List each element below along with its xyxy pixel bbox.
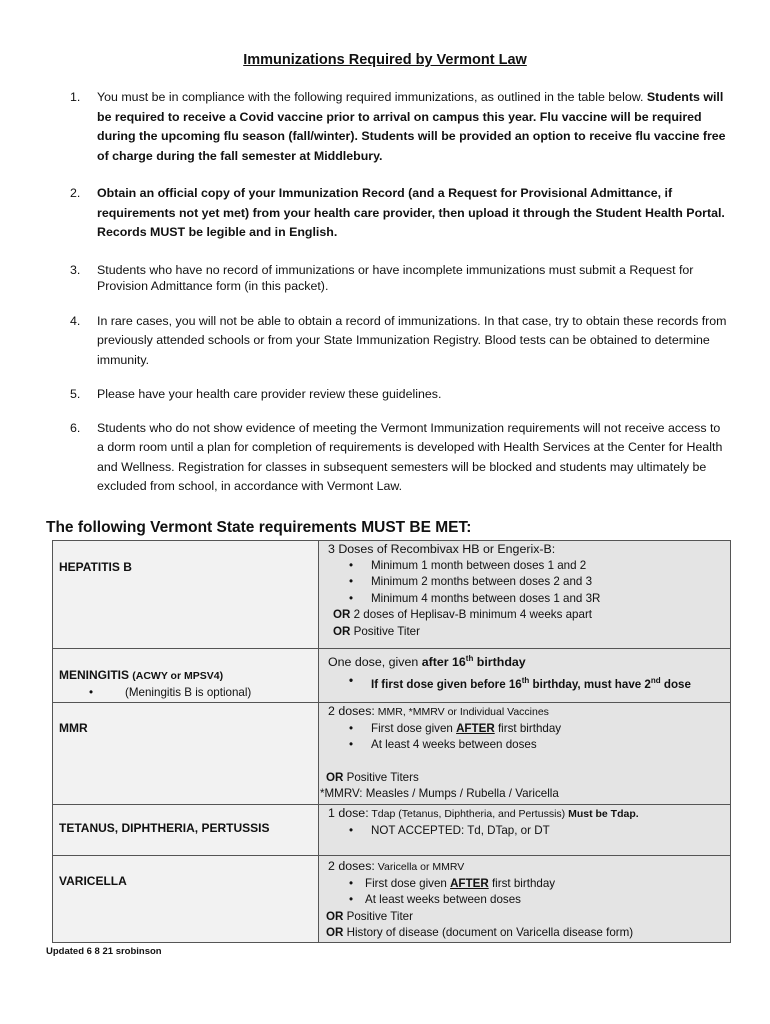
item-number: 3. [70,262,81,277]
bullet-part: dose [660,677,691,691]
row-value-cell [319,649,731,703]
row-label: HEPATITIS B [59,560,132,574]
dose-text: 3 Doses of Recombivax HB or Engerix-B: [328,542,556,556]
table-row [53,703,731,805]
superscript: th [465,654,474,663]
item-text: Students who do not show evidence of meeting the Vermont Immunization requirements will not receive access to a dorm room until a plan for completion of requirements is developed with Health Services at the Center for Health and Wellness. Registration for classes in subsequent semesters will be blocked and students may ultimately be excluded from school, in accordance with Vermont Law. [97,420,723,493]
or-keyword: OR [326,926,344,939]
bullet-item: • Minimum 4 months between doses 1 and 3R [319,591,730,608]
list-item [70,184,730,243]
item-text: In rare cases, you will not be able to obtain a record of immunizations. In that case, try to obtain these records from previously attended schools or from your State Immunization Registry. Blood tests can be obtained to determine immunity. [97,313,727,367]
row-value-cell [319,856,731,943]
item-text: Please have your health care provider review these guidelines. [97,387,442,401]
row-label-cell [53,541,319,649]
footer-note: Updated 6 8 21 srobinson [46,946,162,957]
row-label-cell [53,649,319,703]
row-value-cell [319,805,731,856]
bullet-part: If first dose given before 16 [371,677,522,691]
or-text: Positive Titer [343,909,413,923]
row-label: MMR [59,721,88,735]
dose-text [319,703,730,721]
dose-note: MMR, *MMRV or Individual Vaccines [374,706,549,718]
row-value-cell [319,541,731,649]
bullet-item [59,685,318,702]
spacer [319,754,730,770]
instruction-list [70,88,730,497]
superscript: th [521,675,530,685]
bullet-item: • NOT ACCEPTED: Td, DTap, or DT [319,823,730,840]
or-text: Positive Titer [350,624,420,638]
item-text: Students who have no record of immunizations or have incomplete immunizations must submit a Request for Provision Admittance form (in this packet). [97,262,694,293]
list-item [70,385,730,405]
bullet-part: First dose given [371,721,457,735]
dose-part: One dose, given [328,655,422,670]
bullet-part: birthday, must have 2 [529,677,651,691]
or-line [319,624,730,641]
bullet-part: first birthday [488,876,556,890]
dose-note: Tdap (Tetanus, Diphtheria, and Pertussis) [368,808,569,820]
dose-part-bold: after 16 [421,655,466,670]
dose-text [319,651,730,671]
item-number: 5. [70,387,81,401]
requirements-table [52,540,731,943]
or-keyword: OR [333,608,351,621]
row-label: VARICELLA [59,874,127,888]
or-keyword: OR [326,770,344,784]
row-label-line [59,667,318,685]
row-label-cell [53,856,319,943]
bullet-part: First dose given [365,876,451,890]
list-item [70,262,730,294]
dose-part-bold: birthday [473,655,526,670]
item-number: 4. [70,313,81,328]
item-bold-text: Obtain an official copy of your Immunization Record (and a Request for Provisional Admittance, if requirements not yet met) from your health care provider, then upload it through the Student Health Portal. Records MUST be legible and in English. [97,186,725,239]
or-line [319,925,730,942]
row-label-cell [53,703,319,805]
bullet-item [319,673,730,693]
bullet-emphasis: AFTER [456,721,495,735]
table-row [53,856,731,943]
bullet-part: first birthday [494,721,562,735]
list-item [70,88,730,166]
or-keyword: OR [333,624,351,638]
dose-count: 1 dose: [328,806,369,820]
or-line [319,607,730,624]
sub-note: (Meningitis B is optional) [125,685,252,699]
row-value-cell [319,703,731,805]
bullet-item: • Minimum 1 month between doses 1 and 2 [319,558,730,575]
row-label-cell [53,805,319,856]
list-item [70,419,730,497]
bullet-item [319,876,730,893]
dose-note: Varicella or MMRV [374,861,465,873]
or-keyword: OR [326,909,344,923]
bullet-item: • At least weeks between doses [319,892,730,909]
footnote: *MMRV: Measles / Mumps / Rubella / Varicella [320,787,559,800]
requirements-heading: The following Vermont State requirements MUST BE MET: [46,519,472,536]
dose-count: 2 doses: [328,704,375,718]
bullet-item [319,721,730,738]
row-label-small: (ACWY or MPSV4) [132,670,224,682]
item-number: 6. [70,420,81,435]
item-bold-text: Students will be required to receive a Covid vaccine prior to arrival on campus this year. Flu vaccine will be required during the upcoming flu season (fall/winter). Students will be provided an option to receive flu vaccine free of charge during the fall semester at Middlebury. [97,90,726,163]
table-row [53,541,731,649]
row-label: MENINGITIS [59,668,130,682]
bullet-item: • At least 4 weeks between doses [319,737,730,754]
or-text: 2 doses of Heplisav-B minimum 4 weeks apart [350,608,593,621]
bullet-item: • Minimum 2 months between doses 2 and 3 [319,574,730,591]
superscript: nd [650,675,661,685]
or-text: Positive Titers [343,770,419,784]
or-text: History of disease (document on Varicella disease form) [343,926,634,939]
item-number: 2. [70,186,81,200]
or-line [319,909,730,926]
dose-count: 2 doses: [328,859,375,873]
table-row [53,805,731,856]
or-line [319,770,730,787]
page-title: Immunizations Required by Vermont Law [243,52,527,68]
dose-text [319,805,730,823]
list-item [70,312,730,371]
dose-text [319,858,730,876]
item-number: 1. [70,90,81,104]
table-row [53,649,731,703]
bullet-emphasis: AFTER [450,876,489,890]
item-text: You must be in compliance with the following required immunizations, as outlined in the table below. [97,90,647,104]
row-label: TETANUS, DIPHTHERIA, PERTUSSIS [59,821,270,835]
dose-note-bold: Must be Tdap. [568,808,639,820]
